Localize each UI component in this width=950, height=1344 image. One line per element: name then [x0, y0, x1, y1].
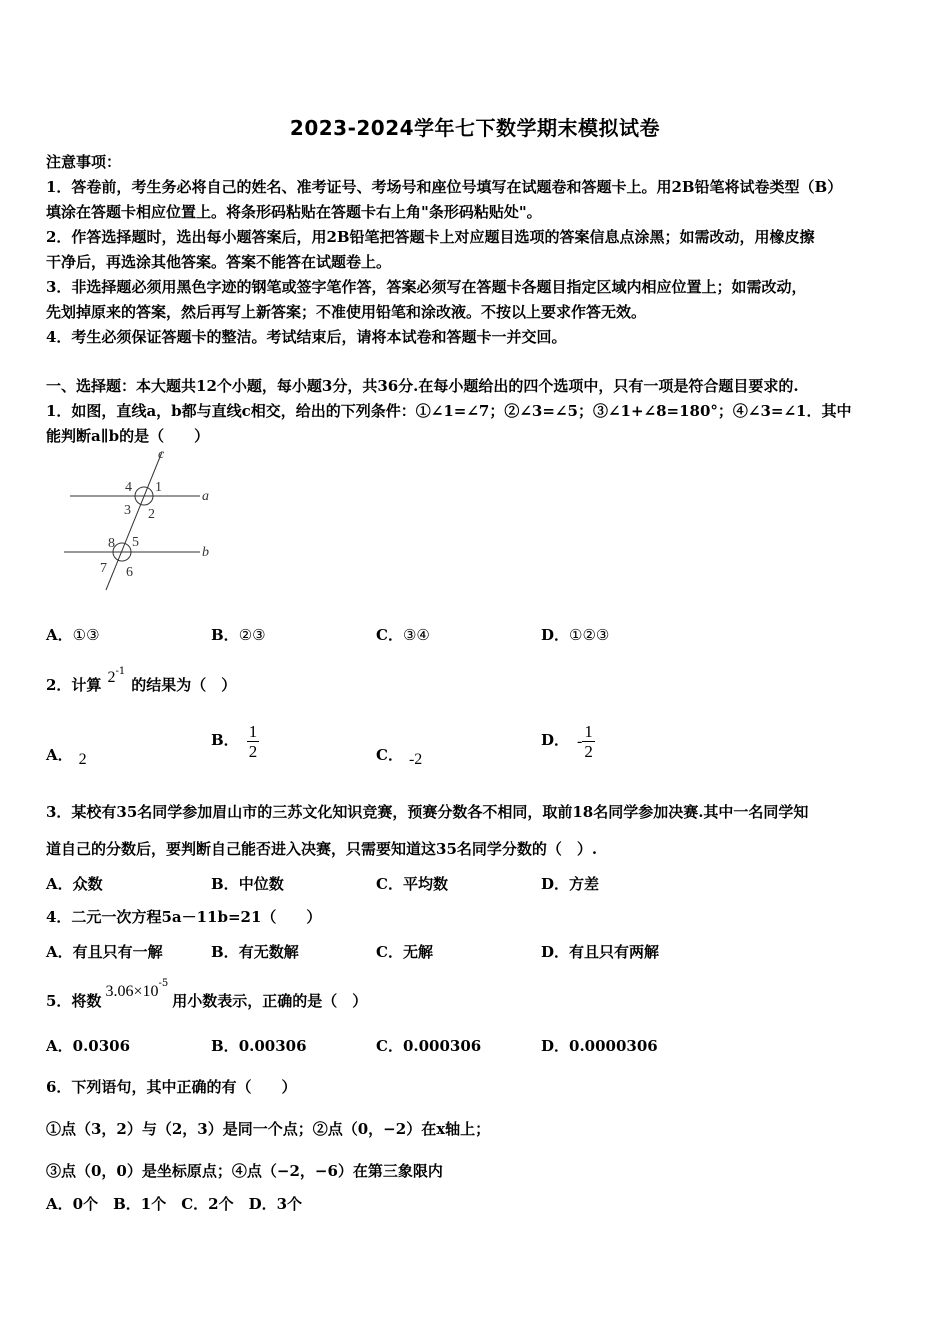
- q5-stem: 5．将数$3.06\times 10^{-5}$用小数表示，正确的是（ ）: [46, 978, 368, 1010]
- notice-line: 3．非选择题必须用黑色字迹的钢笔或签字笔作答，答案必须写在答题卡各题目指定区域内相应位置上；如需改动，: [46, 278, 807, 296]
- q4-option-d[interactable]: D．有且只有两解: [541, 943, 660, 961]
- q1-stem: 能判断a∥b的是（ ）: [46, 427, 210, 445]
- q2-option-c[interactable]: C． -2: [376, 746, 423, 768]
- label-a: a: [202, 489, 209, 504]
- angle-2-label: 2: [148, 507, 155, 522]
- notice-line: 填涂在答题卡相应位置上。将条形码粘贴在答题卡右上角"条形码粘贴处"。: [46, 203, 542, 221]
- q3-option-c[interactable]: C．平均数: [376, 875, 448, 893]
- q5-exponent: -5: [158, 978, 169, 989]
- page-title: 2023-2024学年七下数学期末模拟试卷: [289, 116, 661, 140]
- q5-option-b[interactable]: B．0.00306: [211, 1037, 307, 1055]
- q2-option-a[interactable]: A． 2: [46, 746, 87, 768]
- angle-1-label: 1: [155, 480, 162, 495]
- angle-4-label: 4: [125, 480, 132, 495]
- q3-option-a[interactable]: A．众数: [46, 875, 103, 893]
- angle-8-label: 8: [108, 536, 115, 551]
- q5-number: 3.06×10: [105, 983, 159, 1000]
- q5-option-a[interactable]: A．0.0306: [46, 1037, 131, 1055]
- angle-3-label: 3: [124, 503, 131, 518]
- q6-stem: 6．下列语句，其中正确的有（ ）: [46, 1078, 297, 1096]
- q2-stem: 2．计算 $2^{-1}$的结果为（ ）: [46, 666, 237, 694]
- notice-heading: 注意事项：: [46, 153, 122, 171]
- q2-exponent: -1: [115, 666, 126, 677]
- q3-option-d[interactable]: D．方差: [541, 875, 600, 893]
- q1-option-a[interactable]: A．①③: [46, 626, 100, 644]
- q6-options[interactable]: A．0个 B．1个 C．2个 D．3个: [46, 1195, 303, 1213]
- q1-stem: 1．如图，直线a，b都与直线c相交，给出的下列条件：①∠1=∠7；②∠3=∠5；③∠1+∠8=180°；④∠3=∠1．其中: [46, 402, 852, 420]
- q2-base: 2: [107, 669, 116, 686]
- q4-stem: 4．二元一次方程5a－11b=21（ ）: [46, 908, 322, 926]
- q1-option-b[interactable]: B．②③: [211, 626, 266, 644]
- angle-5-label: 5: [132, 535, 139, 550]
- q4-option-b[interactable]: B．有无数解: [211, 943, 299, 961]
- notice-line: 1．答卷前，考生务必将自己的姓名、准考证号、考场号和座位号填写在试题卷和答题卡上。用2B铅笔将试卷类型（B）: [46, 178, 843, 196]
- q1-option-c[interactable]: C．③④: [376, 626, 430, 644]
- q4-option-c[interactable]: C．无解: [376, 943, 433, 961]
- notice-line: 2．作答选择题时，选出每小题答案后，用2B铅笔把答题卡上对应题目选项的答案信息点涂黑；如需改动，用橡皮擦: [46, 228, 815, 246]
- q5-option-d[interactable]: D．0.0000306: [541, 1037, 658, 1055]
- parallel-lines-figure: [62, 446, 232, 594]
- notice-line: 4．考生必须保证答题卡的整洁。考试结束后，请将本试卷和答题卡一并交回。: [46, 328, 567, 346]
- q3-option-b[interactable]: B．中位数: [211, 875, 284, 893]
- label-b: b: [202, 545, 209, 560]
- q1-option-d[interactable]: D．①②③: [541, 626, 610, 644]
- q5-option-c[interactable]: C．0.000306: [376, 1037, 482, 1055]
- notice-line: 先划掉原来的答案，然后再写上新答案；不准使用铅笔和涂改液。不按以上要求作答无效。: [46, 303, 647, 321]
- section-heading: 一、选择题：本大题共12个小题，每小题3分，共36分.在每小题给出的四个选项中，只有一项是符合题目要求的.: [46, 377, 799, 395]
- label-c: c: [158, 447, 165, 462]
- q3-stem: 道自己的分数后，要判断自己能否进入决赛，只需要知道这35名同学分数的（ ）.: [46, 840, 598, 858]
- notice-line: 干净后，再选涂其他答案。答案不能答在试题卷上。: [46, 253, 392, 271]
- q6-statement: ③点（0，0）是坐标原点；④点（−2，−6）在第三象限内: [46, 1162, 443, 1180]
- angle-6-label: 6: [126, 565, 133, 580]
- q6-statement: ①点（3，2）与（2，3）是同一个点；②点（0，−2）在x轴上；: [46, 1120, 491, 1138]
- q4-option-a[interactable]: A．有且只有一解: [46, 943, 163, 961]
- angle-7-label: 7: [100, 561, 107, 576]
- q2-option-b[interactable]: B． $\frac{1}{2}$: [211, 722, 258, 761]
- q3-stem: 3．某校有35名同学参加眉山市的三苏文化知识竞赛，预赛分数各不相同，取前18名同学参加决赛.其中一名同学知: [46, 803, 809, 821]
- q2-option-d[interactable]: D． - $\frac{1}{2}$: [541, 722, 593, 761]
